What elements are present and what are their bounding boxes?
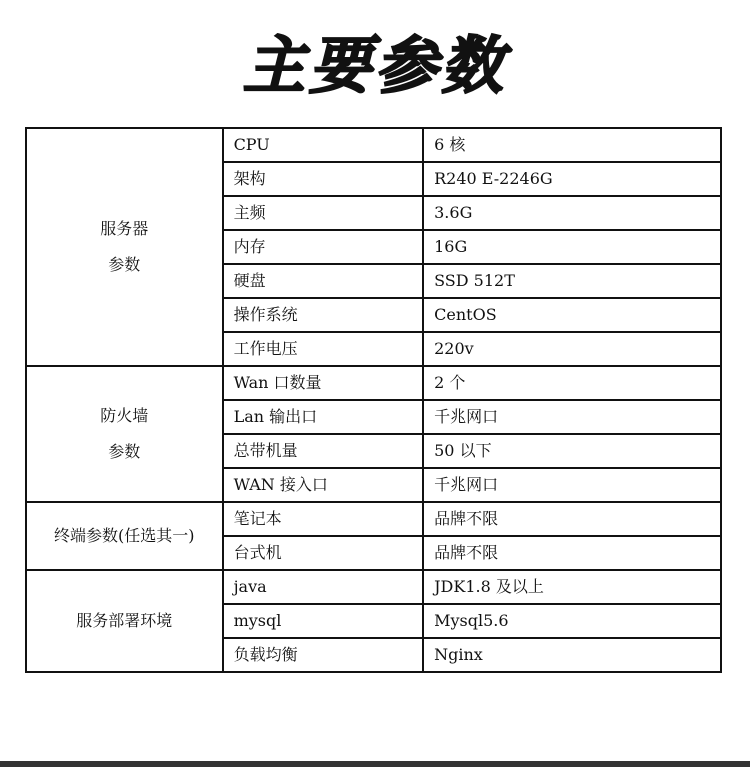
group-label: 终端参数(任选其一) (54, 526, 195, 545)
group-firewall (26, 366, 223, 502)
row-value: 50 以下 (423, 434, 721, 468)
row-value: Mysql5.6 (423, 604, 721, 638)
row-value: R240 E-2246G (423, 162, 721, 196)
row-key: 操作系统 (223, 298, 424, 332)
group-server (26, 128, 223, 366)
row-key: Lan 输出口 (223, 400, 424, 434)
row-value: SSD 512T (423, 264, 721, 298)
row-value: 千兆网口 (423, 400, 721, 434)
row-key: mysql (223, 604, 424, 638)
row-value: 品牌不限 (423, 536, 721, 570)
table-row (26, 366, 721, 400)
row-value: CentOS (423, 298, 721, 332)
row-value: 220v (423, 332, 721, 366)
row-value: JDK1.8 及以上 (423, 570, 721, 604)
row-key: 工作电压 (223, 332, 424, 366)
row-key: CPU (223, 128, 424, 162)
row-value: 千兆网口 (423, 468, 721, 502)
page-title: 主要参数 (242, 29, 507, 102)
row-value: Nginx (423, 638, 721, 672)
group-deploy (26, 570, 223, 672)
row-value: 3.6G (423, 196, 721, 230)
row-key: 笔记本 (223, 502, 424, 536)
table-row (26, 502, 721, 536)
row-key: 内存 (223, 230, 424, 264)
row-key: 架构 (223, 162, 424, 196)
row-key: 主频 (223, 196, 424, 230)
row-key: Wan 口数量 (223, 366, 424, 400)
row-key: 硬盘 (223, 264, 424, 298)
table-row (26, 570, 721, 604)
group-label: 服务器 参数 (100, 219, 149, 274)
group-label: 服务部署环境 (76, 611, 173, 630)
row-value: 品牌不限 (423, 502, 721, 536)
row-value: 2 个 (423, 366, 721, 400)
table-row (26, 128, 721, 162)
row-value: 6 核 (423, 128, 721, 162)
group-terminal (26, 502, 223, 570)
group-label: 防火墙 参数 (100, 406, 149, 461)
row-key: 台式机 (223, 536, 424, 570)
row-key: java (223, 570, 424, 604)
row-value: 16G (423, 230, 721, 264)
row-key: WAN 接入口 (223, 468, 424, 502)
row-key: 总带机量 (223, 434, 424, 468)
spec-table (25, 127, 722, 673)
row-key: 负载均衡 (223, 638, 424, 672)
footer-bar (0, 761, 750, 767)
